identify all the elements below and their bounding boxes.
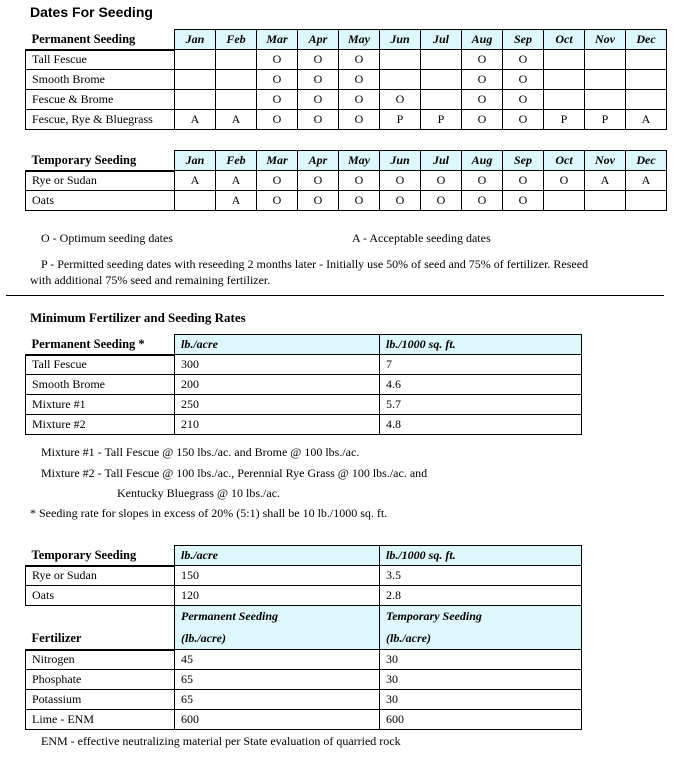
rates-row [26,415,582,435]
rate-value: 4.8 [380,415,582,435]
rate-value: 4.6 [380,375,582,395]
seeding-mark: O [462,191,503,211]
schedule-header-row [26,30,667,50]
rate-value: 30 [380,690,582,710]
rates-row [26,395,582,415]
seeding-mark [544,50,585,70]
enm-note: ENM - effective neutralizing material per State evaluation of quarried rock [41,734,401,748]
seeding-mark: O [421,171,462,191]
seeding-mark: O [503,90,544,110]
fertilizer-header-row-1 [26,606,582,628]
rate-value: 3.5 [380,566,582,586]
month-header: May [339,151,380,171]
seeding-mark: O [503,70,544,90]
seeding-mark: O [380,171,421,191]
seeding-mark [216,70,257,90]
seeding-mark: O [298,70,339,90]
page-title: Dates For Seeding [30,4,153,20]
rates-header-row [26,335,582,355]
month-header: Jul [421,30,462,50]
seeding-mark: P [380,110,421,130]
rates-row [26,375,582,395]
fertilizer-label: Fertilizer [26,628,175,650]
seeding-mark [626,50,667,70]
schedule-row [26,90,667,110]
seeding-mark: O [503,171,544,191]
rates-row [26,690,582,710]
rate-value: 250 [175,395,380,415]
month-header: Nov [585,151,626,171]
seeding-mark [544,90,585,110]
row-label: Mixture #1 [26,395,175,415]
month-header: Jun [380,30,421,50]
rates-section-title: Minimum Fertilizer and Seeding Rates [30,310,246,325]
seeding-mark [175,50,216,70]
seeding-mark: A [175,110,216,130]
rate-value: 7 [380,355,582,375]
rates-row [26,566,582,586]
seeding-mark [421,50,462,70]
rate-value: 30 [380,670,582,690]
seeding-mark: O [298,171,339,191]
mixture-2-note-continued: Kentucky Bluegrass @ 10 lbs./ac. [117,486,281,500]
month-header: Mar [257,151,298,171]
row-label: Smooth Brome [26,375,175,395]
seeding-mark: P [421,110,462,130]
row-label: Phosphate [26,670,175,690]
temporary-fert-unit: (lb./acre) [380,628,582,650]
legend-permitted-continued: with additional 75% seed and remaining fertilizer. [30,273,271,287]
seeding-mark [216,90,257,110]
seeding-mark: O [462,50,503,70]
row-label: Potassium [26,690,175,710]
section-divider [6,295,664,296]
seeding-mark: O [503,191,544,211]
seeding-mark: O [339,90,380,110]
lb-per-acre-header: lb./acre [175,546,380,566]
seeding-mark: A [216,110,257,130]
rates-row [26,670,582,690]
month-header: Dec [626,151,667,171]
month-header: Jan [175,30,216,50]
temporary-seeding-schedule-table [25,150,667,211]
seeding-mark: O [257,70,298,90]
row-label: Tall Fescue [26,355,175,375]
seeding-mark: O [380,90,421,110]
seeding-mark: O [462,110,503,130]
seeding-mark [626,70,667,90]
seeding-mark [175,90,216,110]
seeding-mark [421,70,462,90]
seeding-mark: A [175,171,216,191]
month-header: Oct [544,30,585,50]
plant-name: Tall Fescue [26,50,175,70]
seeding-mark: O [298,50,339,70]
temporary-seeding-label: Temporary Seeding [26,151,175,171]
seeding-mark: O [462,90,503,110]
seeding-mark: A [626,171,667,191]
legend-permitted: P - Permitted seeding dates with reseeding 2 months later - Initially use 50% of seed and 75% of fertilizer. Reseed [41,257,589,271]
seeding-mark: O [257,171,298,191]
permanent-seeding-rates-table [25,334,582,435]
rate-value: 300 [175,355,380,375]
row-label: Oats [26,586,175,606]
rate-value: 30 [380,650,582,670]
seeding-mark: O [257,90,298,110]
seeding-mark: O [298,90,339,110]
rates-row [26,650,582,670]
schedule-row [26,50,667,70]
seeding-mark: O [421,191,462,211]
month-header: Feb [216,30,257,50]
rate-value: 600 [380,710,582,730]
seeding-mark [380,50,421,70]
seeding-mark: A [626,110,667,130]
slope-rate-note: * Seeding rate for slopes in excess of 20% (5:1) shall be 10 lb./1000 sq. ft. [30,506,388,520]
mixture-1-note: Mixture #1 - Tall Fescue @ 150 lbs./ac. and Brome @ 100 lbs./ac. [41,445,360,459]
seeding-mark [421,90,462,110]
schedule-row [26,171,667,191]
seeding-mark: A [216,191,257,211]
rates-header-row [26,546,582,566]
rate-value: 65 [175,670,380,690]
month-header: Aug [462,30,503,50]
seeding-mark: O [257,110,298,130]
schedule-row [26,110,667,130]
temporary-rates-and-fertilizer-table [25,545,582,730]
seeding-mark [216,50,257,70]
seeding-mark: O [257,50,298,70]
month-header: Apr [298,151,339,171]
month-header: Jan [175,151,216,171]
permanent-fert-unit: (lb./acre) [175,628,380,650]
rates-row [26,586,582,606]
lb-per-1000-sqft-header: lb./1000 sq. ft. [380,335,582,355]
rate-value: 600 [175,710,380,730]
month-header: Feb [216,151,257,171]
seeding-mark: O [380,191,421,211]
seeding-mark: O [503,110,544,130]
permanent-rates-label: Permanent Seeding * [26,335,175,355]
month-header: Sep [503,30,544,50]
temporary-rates-label: Temporary Seeding [26,546,175,566]
schedule-header-row [26,151,667,171]
rate-value: 210 [175,415,380,435]
lb-per-1000-sqft-header: lb./1000 sq. ft. [380,546,582,566]
seeding-mark: O [503,50,544,70]
seeding-mark [626,90,667,110]
schedule-row [26,70,667,90]
permanent-seeding-schedule-table [25,29,667,130]
month-header: Jun [380,151,421,171]
rate-value: 2.8 [380,586,582,606]
seeding-mark: P [544,110,585,130]
seeding-mark: O [339,110,380,130]
month-header: Apr [298,30,339,50]
rates-row [26,710,582,730]
seeding-mark: O [339,70,380,90]
legend-optimum: O - Optimum seeding dates [41,231,173,245]
month-header: Jul [421,151,462,171]
fertilizer-header-row-2 [26,628,582,650]
plant-name: Fescue, Rye & Bluegrass [26,110,175,130]
plant-name: Rye or Sudan [26,171,175,191]
seeding-mark: O [339,50,380,70]
seeding-mark [380,70,421,90]
seeding-mark: O [298,191,339,211]
row-label: Lime - ENM [26,710,175,730]
plant-name: Smooth Brome [26,70,175,90]
month-header: Oct [544,151,585,171]
seeding-mark: O [462,171,503,191]
seeding-mark [544,70,585,90]
seeding-mark: A [585,171,626,191]
schedule-row [26,191,667,211]
seeding-mark: O [339,171,380,191]
permanent-seeding-label: Permanent Seeding [26,30,175,50]
month-header: Mar [257,30,298,50]
seeding-mark [585,90,626,110]
plant-name: Oats [26,191,175,211]
month-header: Sep [503,151,544,171]
month-header: Dec [626,30,667,50]
row-label: Mixture #2 [26,415,175,435]
rate-value: 5.7 [380,395,582,415]
plant-name: Fescue & Brome [26,90,175,110]
month-header: Aug [462,151,503,171]
rate-value: 65 [175,690,380,710]
seeding-mark: O [257,191,298,211]
temporary-seeding-fert-header: Temporary Seeding [380,606,582,628]
seeding-mark [175,70,216,90]
lb-per-acre-header: lb./acre [175,335,380,355]
seeding-mark: O [298,110,339,130]
seeding-mark: O [339,191,380,211]
permanent-seeding-fert-header: Permanent Seeding [175,606,380,628]
legend-acceptable: A - Acceptable seeding dates [352,231,491,245]
rate-value: 120 [175,586,380,606]
rates-row [26,355,582,375]
seeding-mark: O [462,70,503,90]
seeding-mark [585,191,626,211]
mixture-2-note: Mixture #2 - Tall Fescue @ 100 lbs./ac., Perennial Rye Grass @ 100 lbs./ac. and [41,466,428,480]
seeding-mark [585,50,626,70]
month-header: May [339,30,380,50]
rate-value: 200 [175,375,380,395]
seeding-mark [175,191,216,211]
month-header: Nov [585,30,626,50]
rate-value: 150 [175,566,380,586]
rate-value: 45 [175,650,380,670]
seeding-mark: A [216,171,257,191]
row-label: Nitrogen [26,650,175,670]
seeding-mark: O [544,171,585,191]
row-label: Rye or Sudan [26,566,175,586]
seeding-mark [626,191,667,211]
seeding-mark [544,191,585,211]
seeding-mark: P [585,110,626,130]
seeding-mark [585,70,626,90]
